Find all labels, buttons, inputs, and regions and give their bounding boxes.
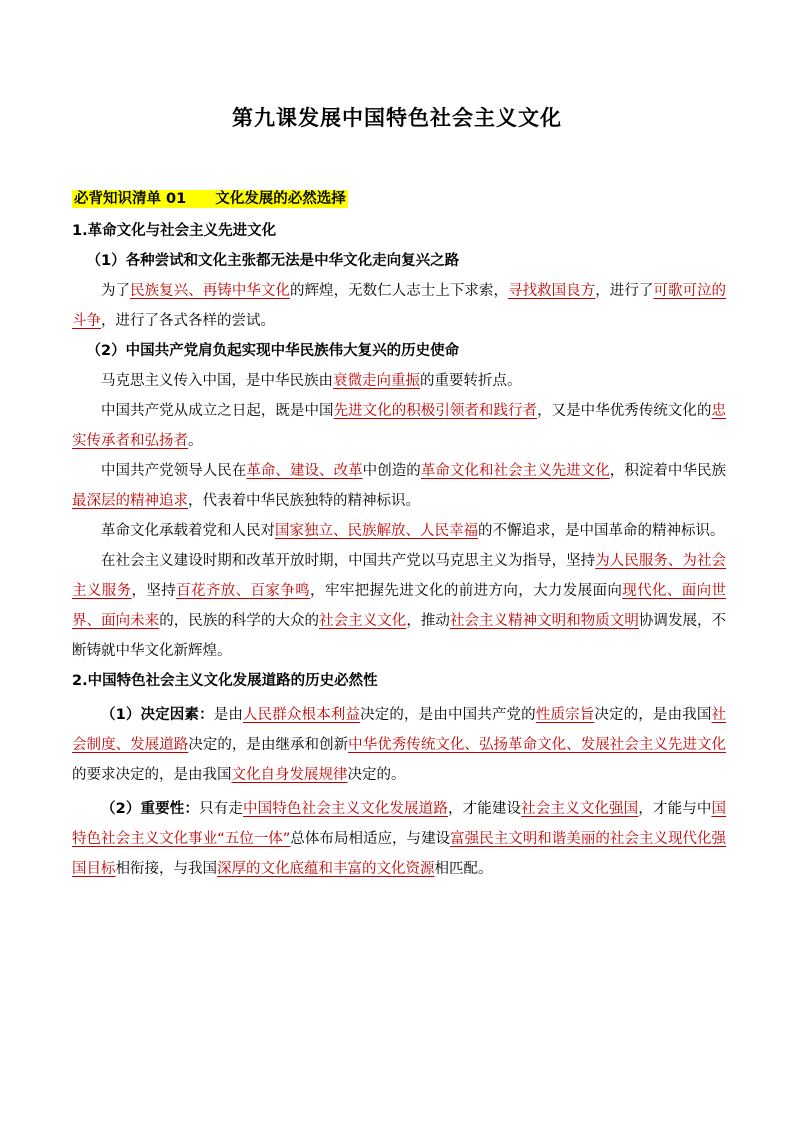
key-phrase: 性质宗旨 [535,707,595,723]
key-phrase: 国特色社会主义文化事业“五位一体” [72,801,726,847]
heading-2: 2.中国特色社会主义文化发展道路的历史必然性 [72,673,378,689]
key-phrase: 为人民服务、为社会主义服务 [72,553,727,599]
key-phrase: 先进文化的积极引领者和践行者 [333,403,538,419]
paragraph-5: 革命文化承载着党和人民对国家独立、民族解放、人民幸福的不懈追求，是中国革命的精神标识。 [101,523,725,539]
key-phrase: 文化自身发展规律 [231,767,348,783]
key-phrase: 寻找救国良方 [508,283,596,299]
key-phrase: 深厚的文化底蕴和丰富的文化资源 [217,861,435,877]
key-phrase: 人民群众根本利益 [243,707,361,723]
subheading-2: （2）中国共产党肩负起实现中华民族伟大复兴的历史使命 [86,343,460,359]
subheading-1: （1）各种尝试和文化主张都无法是中华文化走向复兴之路 [86,253,460,269]
heading-1: 1.革命文化与社会主义先进文化 [72,223,277,239]
paragraph-1: 为了民族复兴、再铸中华文化的辉煌，无数仁人志士上下求索，寻找救国良方，进行了可歌可泣的斗争，进行了各式各样的尝试。 [72,283,727,329]
paragraph-7: （1）决定因素：是由人民群众根本利益决定的，是由中国共产党的性质宗旨决定的，是由我国社会制度、发展道路决定的，是由继承和创新中华优秀传统文化、弘扬革命文化、发展社会主义先进文化的要求决定的，是由我国文化自身发展规律决定的。 [72,707,727,783]
key-phrase: 革命文化和社会主义先进文化 [420,463,610,479]
paragraph-8: （2）重要性：只有走中国特色社会主义文化发展道路，才能建设社会主义文化强国，才能与中国特色社会主义文化事业“五位一体”总体布局相适应，与建设富强民主文明和谐美丽的社会主义现代化强国目标相衔接，与我国深厚的文化底蕴和丰富的文化资源相匹配。 [72,801,727,877]
key-phrase: 忠实传承者和弘扬者 [72,403,727,449]
paragraph-6: 在社会主义建设时期和改革开放时期，中国共产党以马克思主义为指导，坚持为人民服务、为社会主义服务，坚持百花齐放、百家争鸣，牢牢把握先进文化的前进方向，大力发展面向现代化、面向世界、面向未来的，民族的科学的大众的社会主义文化，推动社会主义精神文明和物质文明协调发展，不断铸就中华文化新辉煌。 [72,553,727,659]
section-tag: 必背知识清单 01 文化发展的必然选择 [74,191,346,207]
key-phrase: 社会主义文化强国 [521,801,639,817]
key-phrase: 社会主义精神文明和物质文明 [449,613,639,629]
key-phrase: 革命、建设、改革 [246,463,363,479]
key-phrase: 现代化、面向世界、面向未来 [72,583,727,629]
section-tag-line [72,184,726,214]
page-title: 第九课发展中国特色社会主义文化 [232,105,562,130]
key-phrase: 衰微走向重振 [333,373,420,389]
key-phrase: 民族复兴、再铸中华文化 [130,283,290,299]
key-phrase: 中国特色社会主义文化发展道路 [243,801,448,817]
label-importance: （2）重要性： [101,801,200,817]
paragraph-2: 马克思主义传入中国，是中华民族由衰微走向重振的重要转折点。 [101,373,522,389]
document-body [72,184,726,884]
key-phrase: 富强民主文明和谐美丽的社会主义现代化强国目标 [72,831,727,877]
key-phrase: 社会主义文化 [319,613,407,629]
key-phrase: 中华优秀传统文化、弘扬革命文化、发展社会主义先进文化 [348,737,727,753]
paragraph-4: 中国共产党领导人民在革命、建设、改革中创造的革命文化和社会主义先进文化，积淀着中华民族最深层的精神追求，代表着中华民族独特的精神标识。 [72,463,727,509]
key-phrase: 最深层的精神追求 [72,493,188,509]
key-phrase: 社会制度、发展道路 [72,707,726,753]
key-phrase: 百花齐放、百家争鸣 [176,583,310,599]
paragraph-3: 中国共产党从成立之日起，既是中国先进文化的积极引领者和践行者，又是中华优秀传统文化的忠实传承者和弘扬者。 [72,403,727,449]
key-phrase: 国家独立、民族解放、人民幸福 [275,523,478,539]
label-determinant: （1）决定因素： [101,707,214,723]
key-phrase: 可歌可泣的斗争 [72,283,727,329]
